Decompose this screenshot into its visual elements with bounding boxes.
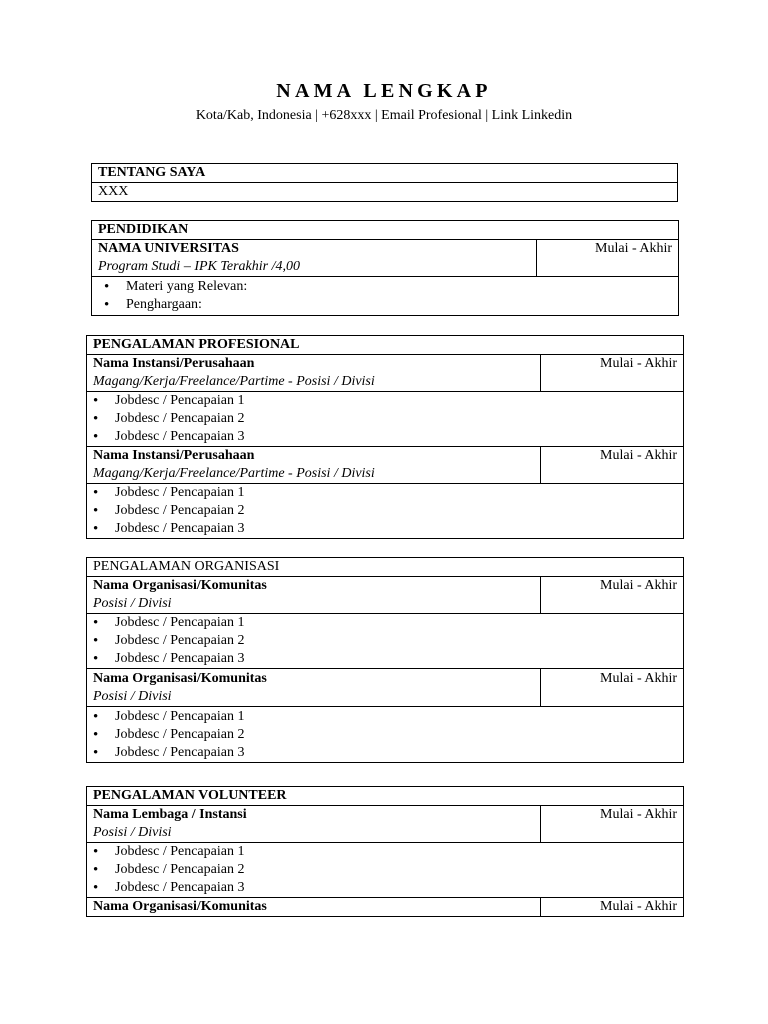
bullet-list [93,484,677,538]
organization-name: Nama Organisasi/Komunitas [93,671,267,686]
list-item: • Jobdesc / Pencapaian 2 [93,726,677,744]
bullet-list [93,843,677,897]
list-item: • Jobdesc / Pencapaian 2 [93,632,677,650]
bullet-list [98,278,672,314]
experience-entry [87,806,541,843]
role-line: Magang/Kerja/Freelance/Partime - Posisi / Divisi [93,374,375,389]
contact-line: Kota/Kab, Indonesia | +628xxx | Email Profesional | Link Linkedin [195,108,573,123]
professional-section [86,335,684,539]
bullet-list [93,708,677,762]
section-title: PENGALAMAN ORGANISASI [87,558,684,577]
organization-section [86,557,684,763]
list-item: • Jobdesc / Pencapaian 2 [93,410,677,428]
organization-name: Nama Instansi/Perusahaan [93,448,255,463]
organization-name: Nama Instansi/Perusahaan [93,356,255,371]
bullet-list [93,392,677,446]
section-title: TENTANG SAYA [92,164,678,183]
list-item: • Jobdesc / Pencapaian 1 [93,708,677,726]
role-line: Posisi / Divisi [93,825,172,840]
list-item: • Jobdesc / Pencapaian 2 [93,861,677,879]
list-item: • Jobdesc / Pencapaian 3 [93,879,677,897]
volunteer-section [86,786,684,917]
list-item: • Jobdesc / Pencapaian 3 [93,428,677,446]
section-title: PENGALAMAN PROFESIONAL [87,336,684,355]
list-item: • Jobdesc / Pencapaian 3 [93,744,677,762]
section-title: PENGALAMAN VOLUNTEER [87,787,684,806]
organization-name: Nama Lembaga / Instansi [93,807,247,822]
list-item: • Jobdesc / Pencapaian 1 [93,392,677,410]
experience-entry [87,355,541,392]
role-line: Magang/Kerja/Freelance/Partime - Posisi / Divisi [93,466,375,481]
list-item: • Jobdesc / Pencapaian 3 [93,520,677,538]
period: Mulai - Akhir [541,447,684,484]
list-item: • Jobdesc / Pencapaian 1 [93,843,677,861]
period: Mulai - Akhir [541,355,684,392]
bullet-list [93,614,677,668]
section-title: PENDIDIKAN [92,221,679,240]
role-line: Posisi / Divisi [93,596,172,611]
period: Mulai - Akhir [541,669,684,707]
university-name: NAMA UNIVERSITAS [98,241,239,256]
program-line: Program Studi – IPK Terakhir /4,00 [98,259,300,274]
education-entry [92,240,537,277]
organization-name: Nama Organisasi/Komunitas [87,898,541,917]
experience-entry [87,669,541,707]
education-section [91,220,679,316]
period: Mulai - Akhir [541,898,684,917]
period: Mulai - Akhir [537,240,679,277]
period: Mulai - Akhir [541,806,684,843]
experience-entry [87,577,541,614]
organization-name: Nama Organisasi/Komunitas [93,578,267,593]
full-name-heading: NAMA LENGKAP [276,80,492,102]
list-item: • Jobdesc / Pencapaian 1 [93,484,677,502]
about-text: XXX [92,183,678,202]
list-item: • Jobdesc / Pencapaian 1 [93,614,677,632]
list-item: • Penghargaan: [98,296,672,314]
list-item: • Jobdesc / Pencapaian 3 [93,650,677,668]
list-item: • Materi yang Relevan: [98,278,672,296]
experience-entry [87,447,541,484]
period: Mulai - Akhir [541,577,684,614]
role-line: Posisi / Divisi [93,689,172,704]
about-section [91,163,678,202]
list-item: • Jobdesc / Pencapaian 2 [93,502,677,520]
